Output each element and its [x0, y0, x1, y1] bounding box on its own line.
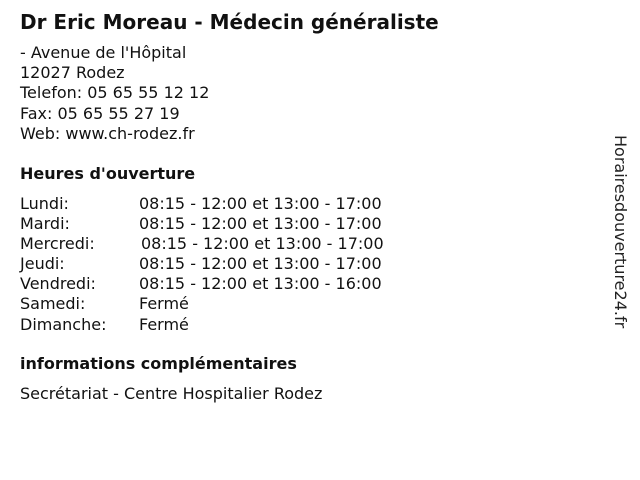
day-label: Vendredi:: [20, 274, 96, 294]
day-label: Mardi:: [20, 214, 70, 234]
day-hours: 08:15 - 12:00 et 13:00 - 17:00: [141, 234, 384, 254]
day-hours: Fermé: [139, 294, 189, 314]
day-hours: 08:15 - 12:00 et 13:00 - 17:00: [139, 254, 382, 274]
opening-hours-heading: Heures d'ouverture: [20, 164, 196, 183]
day-hours: Fermé: [139, 314, 189, 334]
additional-info-heading: informations complémentaires: [20, 354, 297, 373]
day-label: Samedi:: [20, 294, 86, 314]
contact-block: [20, 43, 209, 144]
additional-info-text: Secrétariat - Centre Hospitalier Rodez: [20, 384, 323, 403]
website: Web: www.ch-rodez.fr: [20, 123, 195, 143]
address-street: - Avenue de l'Hôpital: [20, 43, 187, 62]
day-hours: 08:15 - 12:00 et 13:00 - 17:00: [139, 194, 382, 213]
phone-number: Telefon: 05 65 55 12 12: [20, 83, 210, 103]
day-label: Jeudi:: [20, 254, 65, 274]
day-hours: 08:15 - 12:00 et 13:00 - 17:00: [139, 214, 382, 234]
day-hours: 08:15 - 12:00 et 13:00 - 16:00: [139, 274, 382, 294]
day-label: Lundi:: [20, 194, 69, 213]
fax-number: Fax: 05 65 55 27 19: [20, 103, 180, 123]
page-title: Dr Eric Moreau - Médecin généraliste: [20, 10, 439, 34]
site-watermark: Horairesdouverture24.fr: [611, 135, 630, 329]
address-city: 12027 Rodez: [20, 63, 125, 83]
day-label: Mercredi:: [20, 234, 95, 254]
day-label: Dimanche:: [20, 314, 107, 334]
